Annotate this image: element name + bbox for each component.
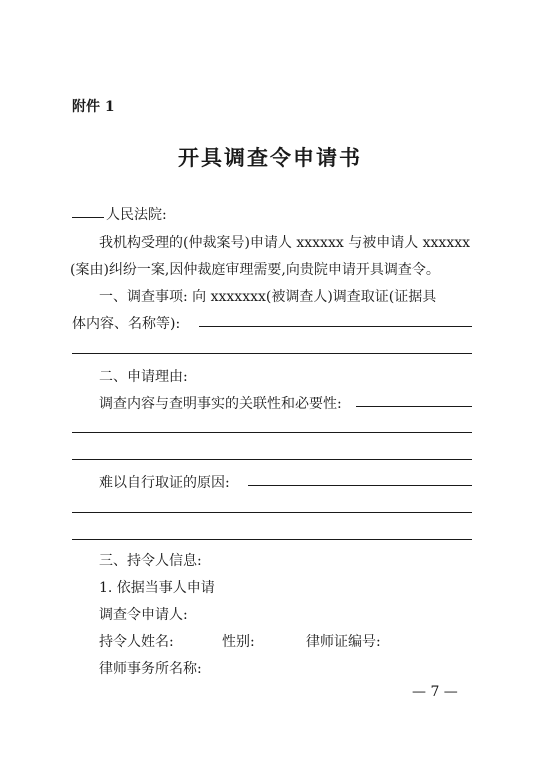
page-number: — 7 — bbox=[412, 684, 458, 700]
difficulty-blank-3 bbox=[72, 539, 472, 540]
evidence-content-blank-1 bbox=[199, 326, 472, 327]
relevance-blank-1 bbox=[356, 406, 472, 407]
intro-line-1: 我机构受理的(仲裁案号)申请人 xxxxxx 与被申请人 xxxxxx bbox=[99, 235, 471, 251]
applicant-label: 调查令申请人: bbox=[99, 607, 188, 623]
evidence-content-blank-2 bbox=[72, 353, 472, 354]
holder-name-label: 持令人姓名: bbox=[99, 634, 174, 650]
difficulty-blank-1 bbox=[248, 485, 472, 486]
law-firm-label: 律师事务所名称: bbox=[99, 661, 202, 677]
difficulty-blank-2 bbox=[72, 512, 472, 513]
addressee-label: 人民法院: bbox=[106, 207, 167, 223]
section2-heading: 二、申请理由: bbox=[99, 369, 188, 385]
gender-label: 性别: bbox=[222, 634, 255, 650]
relevance-blank-2 bbox=[72, 432, 472, 433]
item1-heading: 1. 依据当事人申请 bbox=[99, 580, 215, 596]
section1-line-1: 一、调查事项: 向 xxxxxxx(被调查人)调查取证(证据具 bbox=[99, 289, 437, 305]
court-name-blank bbox=[72, 217, 104, 218]
relevance-label: 调查内容与查明事实的关联性和必要性: bbox=[99, 396, 342, 412]
annex-label: 附件 1 bbox=[72, 99, 115, 115]
difficulty-label: 难以自行取证的原因: bbox=[99, 475, 230, 491]
section3-heading: 三、持令人信息: bbox=[99, 553, 202, 569]
license-number-label: 律师证编号: bbox=[306, 634, 381, 650]
section1-line-2: 体内容、名称等): bbox=[72, 316, 181, 332]
relevance-blank-3 bbox=[72, 459, 472, 460]
document-title: 开具调查令申请书 bbox=[178, 145, 362, 170]
intro-line-2: (案由)纠纷一案,因仲裁庭审理需要,向贵院申请开具调查令。 bbox=[70, 262, 440, 278]
